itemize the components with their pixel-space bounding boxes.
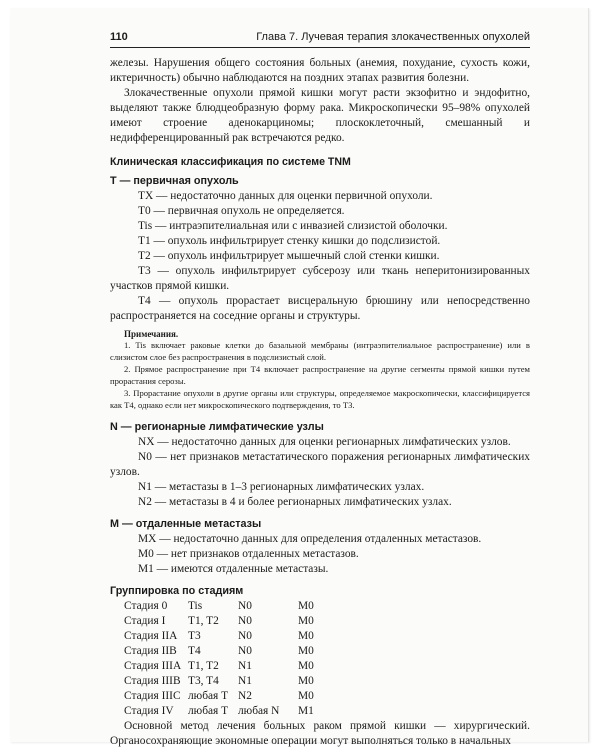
n-item-n1: N1 — метастазы в 1–3 регионарных лимфатических узлах. [138, 481, 425, 493]
note-item: 1. Tis включает раковые клетки до базальной мембраны (интраэпителиальное распространение) или в слизистом слое без распространения в подслизистый слой. [110, 340, 530, 362]
m-cell: M0 [298, 675, 314, 687]
n-cell: N0 [238, 630, 252, 642]
page-content [110, 30, 530, 749]
stage-cell: Стадия 0 [124, 600, 168, 612]
book-page [10, 8, 589, 747]
m-group-heading: M — отдаленные метастазы [110, 518, 262, 530]
stage-cell: Стадия IIA [124, 630, 178, 642]
t-item-t1: T1 — опухоль инфильтрирует стенку кишки до подслизистой. [138, 235, 441, 247]
t-item-t2: T2 — опухоль инфильтрирует мышечный слой стенки кишки. [138, 250, 440, 262]
table-row [124, 689, 314, 704]
t-cell: T1, T2 [188, 615, 219, 627]
m-cell: M0 [298, 660, 314, 672]
table-row [124, 614, 314, 629]
t-item-tx: TX — недостаточно данных для оценки первичной опухоли. [138, 190, 433, 202]
m-cell: M0 [298, 600, 314, 612]
m-cell: M0 [298, 630, 314, 642]
n-group [110, 420, 530, 510]
running-header [110, 30, 530, 48]
t-item-t4: T4 — опухоль прорастает висцеральную брюшину или непосредственно распространяется на соседние органы и структуры. [110, 295, 530, 322]
table-row [124, 659, 314, 674]
n-item-n0: N0 — нет признаков метастатического поражения регионарных лимфатических узлов. [110, 451, 530, 478]
staging-heading: Группировка по стадиям [110, 585, 244, 597]
t-cell: любая T [188, 705, 229, 717]
m-item-m1: M1 — имеются отдаленные метастазы. [138, 563, 329, 575]
n-cell: N0 [238, 645, 252, 657]
t-cell: T3, T4 [188, 675, 219, 687]
t-group [110, 174, 530, 324]
t-item-t0: T0 — первичная опухоль не определяется. [138, 205, 345, 217]
notes-block [110, 328, 530, 411]
staging-table [124, 599, 314, 719]
stage-cell: Стадия IIB [124, 645, 177, 657]
n-cell: N0 [238, 600, 252, 612]
n-item-nx: NX — недостаточно данных для оценки регионарных лимфатических узлов. [138, 436, 511, 448]
m-cell: M0 [298, 690, 314, 702]
table-row [124, 644, 314, 659]
staging-block [110, 584, 530, 719]
n-item-n2: N2 — метастазы в 4 и более регионарных лимфатических узлах. [138, 496, 452, 508]
stage-cell: Стадия I [124, 615, 166, 627]
page-number: 110 [110, 31, 128, 43]
intro-paragraph-2: Злокачественные опухоли прямой кишки могут расти экзофитно и эндофитно, выделяют также блюдцеобразную форму рака. Микроскопически 95–98% опухолей имеют строение аденокарциномы; плоскоклеточный, смешанный и недифференцированный рак встречаются редко. [110, 87, 530, 144]
n-cell: N2 [238, 690, 252, 702]
t-cell: Tis [188, 600, 203, 612]
n-group-heading: N — регионарные лимфатические узлы [110, 421, 324, 433]
t-item-t3: T3 — опухоль инфильтрирует субсерозу или ткань неперитонизированных участков прямой кишки. [110, 265, 530, 292]
t-group-heading: T — первичная опухоль [110, 175, 239, 187]
chapter-title: Глава 7. Лучевая терапия злокачественных опухолей [256, 31, 530, 43]
stage-cell: Стадия IV [124, 705, 174, 717]
t-cell: T4 [188, 645, 201, 657]
table-row [124, 704, 314, 719]
m-cell: M1 [298, 705, 314, 717]
m-cell: M0 [298, 645, 314, 657]
t-cell: T3 [188, 630, 201, 642]
stage-cell: Стадия IIIB [124, 675, 181, 687]
tnm-heading: Клиническая классификация по системе TNM [110, 156, 351, 168]
note-item: 2. Прямое распространение при T4 включает распространение на другие сегменты прямой кишки путем прорастания серозы. [110, 364, 530, 386]
stage-cell: Стадия IIIC [124, 690, 181, 702]
intro-paragraph-1: железы. Нарушения общего состояния больных (анемия, похудание, сухость кожи, иктеричность) обычно наблюдаются на поздних этапах развития болезни. [110, 57, 530, 84]
table-row [124, 674, 314, 689]
table-row [124, 599, 314, 614]
t-cell: любая T [188, 690, 229, 702]
notes-title: Примечания. [124, 329, 179, 339]
m-group [110, 517, 530, 577]
t-cell: T1, T2 [188, 660, 219, 672]
n-cell: N1 [238, 660, 252, 672]
note-item: 3. Прорастание опухоли в другие органы или структуры, определяемое макроскопически, классифицируется как T4, однако если нет микроскопического подтверждения, то T3. [110, 388, 530, 410]
m-item-m0: M0 — нет признаков отдаленных метастазов. [138, 548, 359, 560]
table-row [124, 629, 314, 644]
n-cell: N1 [238, 675, 252, 687]
m-cell: M0 [298, 615, 314, 627]
n-cell: N0 [238, 615, 252, 627]
t-item-tis: Tis — интраэпителиальная или с инвазией слизистой оболочки. [138, 220, 448, 232]
closing-paragraph: Основной метод лечения больных раком прямой кишки — хирургический. Органосохраняющие экономные операции могут выполняться только в начальных [110, 720, 530, 747]
n-cell: любая N [238, 705, 280, 717]
stage-cell: Стадия IIIA [124, 660, 182, 672]
m-item-mx: MX — недостаточно данных для определения отдаленных метастазов. [138, 533, 482, 545]
